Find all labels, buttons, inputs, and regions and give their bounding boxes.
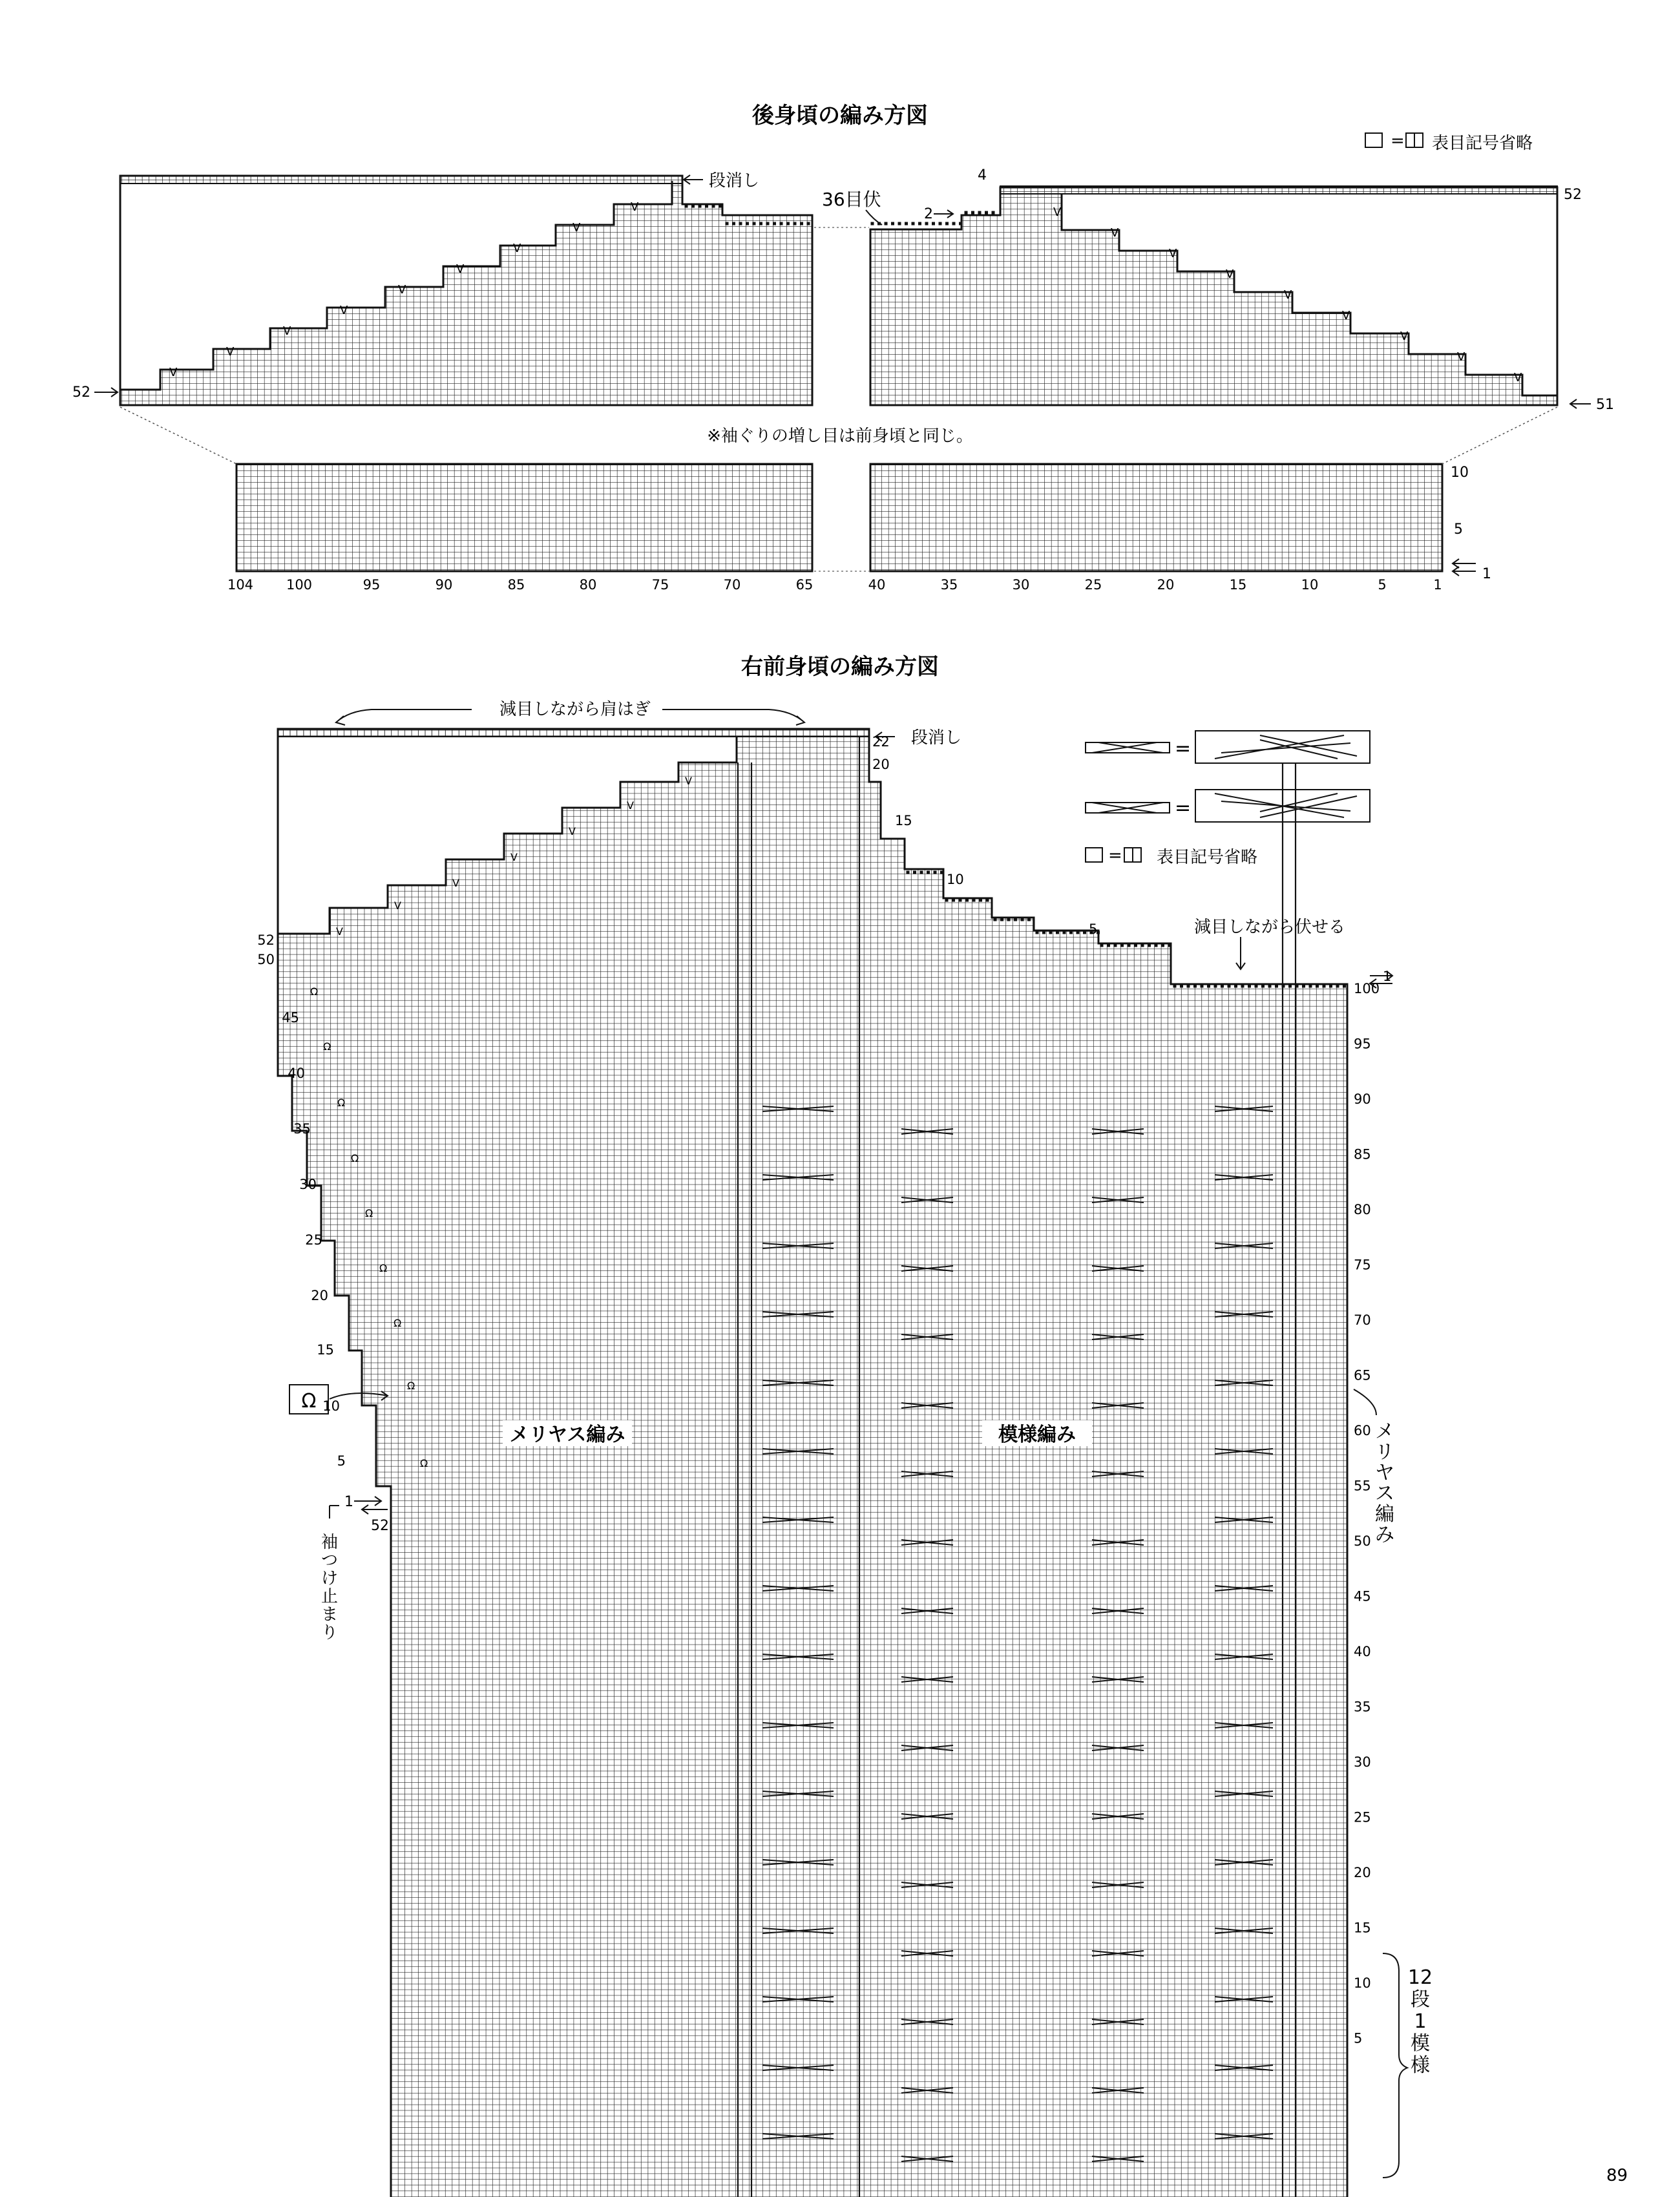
back-stitch-label: 25 — [1084, 577, 1102, 593]
neck-row-count: 15 — [895, 813, 912, 828]
front-row-label-left: 10 — [322, 1398, 340, 1414]
front-legend-text: 表目記号省略 — [1157, 848, 1258, 867]
front-body-grid — [278, 729, 1347, 2197]
svg-text:2: 2 — [924, 206, 933, 222]
knot-increase-symbol: Ω — [337, 1097, 346, 1109]
back-stitch-label: 85 — [507, 577, 525, 593]
front-row-label-right: 55 — [1354, 1478, 1371, 1494]
front-row-label-right: 5 — [1354, 2030, 1363, 2046]
front-row-label-left: 15 — [317, 1342, 334, 1358]
back-stitch-label: 10 — [1301, 577, 1319, 593]
increase-symbol: V — [1169, 247, 1177, 260]
front-row-label-left: 45 — [282, 1010, 299, 1025]
increase-symbol: V — [1053, 205, 1062, 219]
front-row-label-right: 20 — [1354, 1865, 1371, 1880]
front-grid — [278, 729, 1347, 2197]
front-body-chart — [257, 654, 1433, 2197]
front-row-label-left: 50 — [257, 952, 275, 967]
knot-symbol: Ω — [301, 1390, 317, 1413]
svg-text:51: 51 — [1596, 397, 1614, 413]
svg-text:1: 1 — [344, 1494, 353, 1510]
back-stitch-label: 30 — [1012, 577, 1030, 593]
increase-symbol: V — [513, 242, 521, 255]
back-stitch-label: 65 — [795, 577, 814, 593]
sleeve-label — [321, 1494, 389, 1643]
increase-symbol: V — [1226, 268, 1234, 281]
svg-text:5: 5 — [1454, 521, 1463, 538]
back-stitch-label: 5 — [1378, 577, 1387, 593]
front-row-label-right: 95 — [1354, 1036, 1371, 1052]
front-row-label-right: 60 — [1354, 1423, 1371, 1438]
increase-symbol: V — [1342, 309, 1350, 322]
front-row-label-right: 35 — [1354, 1699, 1371, 1715]
front-row-label-right: 40 — [1354, 1644, 1371, 1659]
increase-symbol: V — [340, 304, 348, 317]
back-stitch-label: 70 — [723, 577, 741, 593]
svg-text:52: 52 — [72, 384, 90, 401]
front-row-label-left: 30 — [299, 1177, 317, 1192]
svg-text:段消し: 段消し — [709, 171, 760, 191]
svg-text:4: 4 — [978, 167, 987, 184]
back-stitch-label: 15 — [1229, 577, 1247, 593]
neck-row-count: 5 — [1089, 921, 1098, 937]
front-row-label-right: 70 — [1354, 1312, 1371, 1328]
knot-increase-symbol: Ω — [351, 1152, 359, 1164]
increase-symbol: V — [394, 899, 401, 912]
back-stitch-label: 104 — [227, 577, 254, 593]
front-row-label-right: 30 — [1354, 1754, 1371, 1770]
cable-symbol-2 — [1086, 790, 1370, 822]
front-row-label-left: 20 — [311, 1288, 328, 1303]
svg-text:=: = — [1391, 131, 1405, 151]
svg-text:=: = — [1175, 797, 1192, 819]
front-row-label-right: 10 — [1354, 1975, 1371, 1991]
back-stitch-label: 100 — [286, 577, 313, 593]
increase-symbol: V — [456, 262, 465, 276]
stockinette-label: メリヤス編み — [509, 1424, 625, 1446]
back-center-label: 36目伏 — [822, 189, 881, 210]
knot-increase-symbol: Ω — [407, 1380, 415, 1392]
back-lower-left — [236, 464, 812, 571]
knot-increase-symbol: Ω — [310, 985, 319, 998]
svg-text:減目しながら肩はぎ: 減目しながら肩はぎ — [499, 700, 651, 719]
front-row-label-right: 90 — [1354, 1091, 1371, 1107]
increase-symbol: V — [169, 366, 178, 379]
neck-row-count: 1 — [1383, 969, 1392, 984]
increase-symbol: V — [569, 825, 576, 837]
back-stitch-label: 20 — [1157, 577, 1175, 593]
increase-symbol: V — [452, 877, 459, 889]
increase-symbol: V — [1457, 350, 1465, 364]
knot-increase-symbol: Ω — [379, 1262, 388, 1274]
svg-text:52: 52 — [1564, 187, 1582, 203]
increase-symbol: V — [1400, 330, 1409, 343]
front-row-label-left: 5 — [337, 1453, 346, 1469]
svg-text:12段1模様: 12 段 1 模様 — [1407, 1966, 1433, 2077]
back-body-chart — [72, 103, 1614, 593]
svg-text:袖つけ止まり: 袖つけ止まり — [320, 1533, 339, 1643]
neck-row-count: 20 — [872, 757, 890, 772]
back-stitch-axis — [227, 577, 1442, 593]
svg-text:1: 1 — [1482, 566, 1491, 582]
back-legend-text: 表目記号省略 — [1432, 134, 1533, 153]
back-legend — [1365, 131, 1533, 153]
front-row-label-right: 100 — [1354, 981, 1380, 996]
increase-symbol: V — [398, 283, 406, 297]
back-lower-right — [870, 464, 1442, 571]
front-row-label-left: 40 — [288, 1066, 305, 1081]
back-stitch-label: 40 — [868, 577, 886, 593]
svg-text:10: 10 — [1451, 465, 1469, 481]
increase-symbol: V — [572, 221, 581, 235]
front-row-label-right: 45 — [1354, 1588, 1371, 1604]
knot-increase-symbol: Ω — [365, 1207, 373, 1219]
increase-symbol: V — [283, 324, 291, 338]
cable-legend — [1086, 731, 1370, 867]
back-stitch-label: 35 — [940, 577, 958, 593]
neck-label — [1194, 918, 1392, 988]
increase-symbol: V — [1111, 226, 1119, 240]
front-row-label-right: 65 — [1354, 1367, 1371, 1383]
front-row-label-left: 25 — [305, 1232, 322, 1248]
front-row-label-right: 85 — [1354, 1146, 1371, 1162]
neck-row-count: 10 — [947, 872, 964, 887]
back-left-top-row — [120, 176, 682, 184]
front-shoulder-row — [278, 729, 869, 737]
cable-symbol-1 — [1086, 731, 1370, 763]
svg-text:減目しながら伏せる: 減目しながら伏せる — [1194, 918, 1346, 937]
repeat-label — [1383, 1953, 1433, 2178]
svg-text:=: = — [1108, 846, 1122, 865]
increase-symbol: V — [685, 775, 692, 787]
front-row-label-right: 80 — [1354, 1202, 1371, 1217]
back-stitch-label: 95 — [362, 577, 381, 593]
knot-increase-symbol: Ω — [394, 1317, 402, 1329]
neck-row-count: 22 — [872, 734, 890, 750]
back-note: ※袖ぐりの増し目は前身頃と同じ。 — [707, 426, 973, 446]
back-stitch-label: 1 — [1433, 577, 1442, 593]
pattern-label: 模様編み — [998, 1424, 1076, 1446]
front-row-label-left: 35 — [293, 1121, 311, 1137]
back-stitch-label: 90 — [435, 577, 453, 593]
page-number: 89 — [1606, 2166, 1628, 2185]
knot-increase-symbol: Ω — [323, 1040, 331, 1053]
svg-text:52: 52 — [371, 1518, 389, 1534]
svg-text:段消し: 段消し — [911, 728, 962, 748]
increase-symbol: V — [226, 345, 235, 359]
shoulder-label — [336, 700, 804, 725]
increase-symbol: V — [510, 851, 518, 863]
back-right-top-row — [1000, 186, 1557, 194]
back-title: 後身頃の編み方図 — [752, 103, 928, 129]
front-row-label-right: 50 — [1354, 1533, 1371, 1549]
back-grid — [120, 176, 1557, 571]
right-vertical-label — [1354, 1389, 1394, 1546]
knot-increase-symbol: Ω — [420, 1457, 428, 1469]
front-row-label-right: 25 — [1354, 1809, 1371, 1825]
svg-text:メリヤス編み: メリヤス編み — [1375, 1420, 1394, 1546]
front-title: 右前身頃の編み方図 — [741, 654, 939, 680]
front-row-label-right: 15 — [1354, 1920, 1371, 1936]
back-stitch-label: 80 — [579, 577, 597, 593]
svg-text:=: = — [1175, 737, 1192, 760]
increase-symbol: V — [336, 925, 343, 938]
increase-symbol: V — [631, 200, 639, 214]
back-bottom-row-labels — [1451, 465, 1491, 582]
increase-symbol: V — [627, 799, 634, 812]
back-bindoff-label — [684, 171, 759, 191]
back-stitch-label: 75 — [651, 577, 669, 593]
front-row-label-right: 75 — [1354, 1257, 1371, 1273]
increase-symbol: V — [1284, 288, 1292, 302]
increase-symbol: V — [1514, 371, 1522, 384]
front-row-label-left: 52 — [257, 932, 275, 948]
